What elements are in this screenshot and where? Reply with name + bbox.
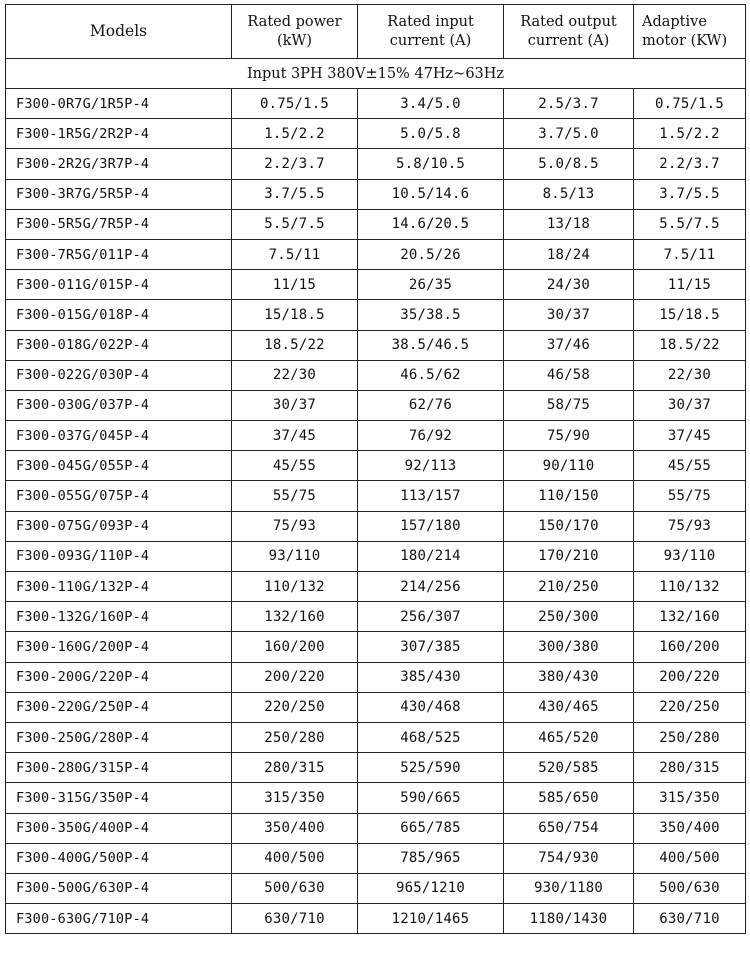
rated-output-cell: 250/300 bbox=[504, 602, 634, 632]
table-row bbox=[6, 541, 746, 571]
rated-input-cell: 20.5/26 bbox=[358, 239, 504, 269]
rated-input-cell: 590/665 bbox=[358, 783, 504, 813]
rated-output-cell: 650/754 bbox=[504, 813, 634, 843]
header-rated-power-line1: Rated power bbox=[247, 13, 342, 30]
header-adaptive-motor bbox=[634, 5, 746, 59]
model-cell: F300-160G/200P-4 bbox=[6, 632, 232, 662]
model-cell: F300-075G/093P-4 bbox=[6, 511, 232, 541]
rated-output-cell: 5.0/8.5 bbox=[504, 149, 634, 179]
model-cell: F300-055G/075P-4 bbox=[6, 481, 232, 511]
header-models: Models bbox=[6, 5, 232, 59]
model-cell: F300-022G/030P-4 bbox=[6, 360, 232, 390]
adaptive-motor-cell: 200/220 bbox=[634, 662, 746, 692]
model-cell: F300-350G/400P-4 bbox=[6, 813, 232, 843]
adaptive-motor-cell: 280/315 bbox=[634, 753, 746, 783]
model-cell: F300-030G/037P-4 bbox=[6, 390, 232, 420]
rated-power-cell: 0.75/1.5 bbox=[232, 89, 358, 119]
adaptive-motor-cell: 55/75 bbox=[634, 481, 746, 511]
adaptive-motor-cell: 132/160 bbox=[634, 602, 746, 632]
rated-input-cell: 5.8/10.5 bbox=[358, 149, 504, 179]
model-cell: F300-3R7G/5R5P-4 bbox=[6, 179, 232, 209]
rated-output-cell: 2.5/3.7 bbox=[504, 89, 634, 119]
header-rated-output-line1: Rated output bbox=[520, 13, 617, 30]
table-row bbox=[6, 662, 746, 692]
rated-power-cell: 200/220 bbox=[232, 662, 358, 692]
rated-input-cell: 180/214 bbox=[358, 541, 504, 571]
table-row bbox=[6, 119, 746, 149]
rated-output-cell: 75/90 bbox=[504, 421, 634, 451]
rated-input-cell: 430/468 bbox=[358, 692, 504, 722]
table-row bbox=[6, 602, 746, 632]
adaptive-motor-cell: 220/250 bbox=[634, 692, 746, 722]
adaptive-motor-cell: 11/15 bbox=[634, 270, 746, 300]
rated-input-cell: 665/785 bbox=[358, 813, 504, 843]
table-row bbox=[6, 813, 746, 843]
adaptive-motor-cell: 5.5/7.5 bbox=[634, 209, 746, 239]
rated-power-cell: 93/110 bbox=[232, 541, 358, 571]
header-rated-input-line1: Rated input bbox=[387, 13, 474, 30]
model-cell: F300-500G/630P-4 bbox=[6, 873, 232, 903]
rated-output-cell: 754/930 bbox=[504, 843, 634, 873]
table-row bbox=[6, 270, 746, 300]
adaptive-motor-cell: 93/110 bbox=[634, 541, 746, 571]
table-row bbox=[6, 179, 746, 209]
table-row bbox=[6, 390, 746, 420]
table-row bbox=[6, 843, 746, 873]
table-row bbox=[6, 239, 746, 269]
rated-input-cell: 46.5/62 bbox=[358, 360, 504, 390]
model-cell: F300-250G/280P-4 bbox=[6, 722, 232, 752]
rated-power-cell: 30/37 bbox=[232, 390, 358, 420]
rated-output-cell: 8.5/13 bbox=[504, 179, 634, 209]
adaptive-motor-cell: 160/200 bbox=[634, 632, 746, 662]
rated-input-cell: 35/38.5 bbox=[358, 300, 504, 330]
adaptive-motor-cell: 75/93 bbox=[634, 511, 746, 541]
table-row bbox=[6, 330, 746, 360]
adaptive-motor-cell: 7.5/11 bbox=[634, 239, 746, 269]
rated-power-cell: 75/93 bbox=[232, 511, 358, 541]
rated-input-cell: 3.4/5.0 bbox=[358, 89, 504, 119]
rated-input-cell: 525/590 bbox=[358, 753, 504, 783]
rated-input-cell: 14.6/20.5 bbox=[358, 209, 504, 239]
adaptive-motor-cell: 15/18.5 bbox=[634, 300, 746, 330]
rated-power-cell: 2.2/3.7 bbox=[232, 149, 358, 179]
table-row bbox=[6, 300, 746, 330]
model-cell: F300-5R5G/7R5P-4 bbox=[6, 209, 232, 239]
rated-input-cell: 62/76 bbox=[358, 390, 504, 420]
table-row bbox=[6, 451, 746, 481]
table-row bbox=[6, 421, 746, 451]
adaptive-motor-cell: 45/55 bbox=[634, 451, 746, 481]
rated-power-cell: 160/200 bbox=[232, 632, 358, 662]
rated-power-cell: 250/280 bbox=[232, 722, 358, 752]
header-adaptive-line1: Adaptive bbox=[642, 13, 707, 30]
table-row bbox=[6, 209, 746, 239]
rated-power-cell: 22/30 bbox=[232, 360, 358, 390]
rated-output-cell: 58/75 bbox=[504, 390, 634, 420]
table-row bbox=[6, 632, 746, 662]
adaptive-motor-cell: 1.5/2.2 bbox=[634, 119, 746, 149]
rated-output-cell: 465/520 bbox=[504, 722, 634, 752]
rated-input-cell: 1210/1465 bbox=[358, 904, 504, 934]
section-row bbox=[6, 59, 746, 89]
model-cell: F300-110G/132P-4 bbox=[6, 572, 232, 602]
model-cell: F300-018G/022P-4 bbox=[6, 330, 232, 360]
rated-power-cell: 1.5/2.2 bbox=[232, 119, 358, 149]
rated-power-cell: 400/500 bbox=[232, 843, 358, 873]
rated-power-cell: 500/630 bbox=[232, 873, 358, 903]
model-cell: F300-011G/015P-4 bbox=[6, 270, 232, 300]
rated-output-cell: 18/24 bbox=[504, 239, 634, 269]
table-row bbox=[6, 572, 746, 602]
rated-power-cell: 18.5/22 bbox=[232, 330, 358, 360]
adaptive-motor-cell: 315/350 bbox=[634, 783, 746, 813]
adaptive-motor-cell: 37/45 bbox=[634, 421, 746, 451]
rated-power-cell: 5.5/7.5 bbox=[232, 209, 358, 239]
model-cell: F300-400G/500P-4 bbox=[6, 843, 232, 873]
section-title: Input 3PH 380V±15% 47Hz~63Hz bbox=[6, 59, 746, 89]
table-row bbox=[6, 722, 746, 752]
model-cell: F300-200G/220P-4 bbox=[6, 662, 232, 692]
adaptive-motor-cell: 110/132 bbox=[634, 572, 746, 602]
header-rated-input-line2: current (A) bbox=[389, 32, 472, 49]
rated-input-cell: 76/92 bbox=[358, 421, 504, 451]
table-row bbox=[6, 904, 746, 934]
rated-input-cell: 256/307 bbox=[358, 602, 504, 632]
adaptive-motor-cell: 630/710 bbox=[634, 904, 746, 934]
header-adaptive-line2: motor (KW) bbox=[642, 32, 728, 49]
rated-output-cell: 110/150 bbox=[504, 481, 634, 511]
rated-output-cell: 210/250 bbox=[504, 572, 634, 602]
rated-input-cell: 965/1210 bbox=[358, 873, 504, 903]
rated-power-cell: 315/350 bbox=[232, 783, 358, 813]
model-cell: F300-132G/160P-4 bbox=[6, 602, 232, 632]
rated-output-cell: 430/465 bbox=[504, 692, 634, 722]
rated-output-cell: 3.7/5.0 bbox=[504, 119, 634, 149]
model-cell: F300-1R5G/2R2P-4 bbox=[6, 119, 232, 149]
rated-output-cell: 46/58 bbox=[504, 360, 634, 390]
header-rated-power bbox=[232, 5, 358, 59]
rated-output-cell: 150/170 bbox=[504, 511, 634, 541]
rated-power-cell: 3.7/5.5 bbox=[232, 179, 358, 209]
model-cell: F300-630G/710P-4 bbox=[6, 904, 232, 934]
rated-input-cell: 38.5/46.5 bbox=[358, 330, 504, 360]
rated-power-cell: 350/400 bbox=[232, 813, 358, 843]
adaptive-motor-cell: 250/280 bbox=[634, 722, 746, 752]
adaptive-motor-cell: 0.75/1.5 bbox=[634, 89, 746, 119]
rated-output-cell: 30/37 bbox=[504, 300, 634, 330]
rated-input-cell: 385/430 bbox=[358, 662, 504, 692]
rated-power-cell: 132/160 bbox=[232, 602, 358, 632]
header-rated-input-current bbox=[358, 5, 504, 59]
model-cell: F300-315G/350P-4 bbox=[6, 783, 232, 813]
model-cell: F300-280G/315P-4 bbox=[6, 753, 232, 783]
adaptive-motor-cell: 22/30 bbox=[634, 360, 746, 390]
rated-power-cell: 15/18.5 bbox=[232, 300, 358, 330]
rated-output-cell: 585/650 bbox=[504, 783, 634, 813]
rated-output-cell: 1180/1430 bbox=[504, 904, 634, 934]
rated-output-cell: 170/210 bbox=[504, 541, 634, 571]
table-row bbox=[6, 783, 746, 813]
rated-input-cell: 307/385 bbox=[358, 632, 504, 662]
model-cell: F300-045G/055P-4 bbox=[6, 451, 232, 481]
rated-output-cell: 90/110 bbox=[504, 451, 634, 481]
rated-power-cell: 630/710 bbox=[232, 904, 358, 934]
model-cell: F300-7R5G/011P-4 bbox=[6, 239, 232, 269]
rated-power-cell: 220/250 bbox=[232, 692, 358, 722]
model-cell: F300-093G/110P-4 bbox=[6, 541, 232, 571]
rated-input-cell: 10.5/14.6 bbox=[358, 179, 504, 209]
table-row bbox=[6, 511, 746, 541]
rated-input-cell: 113/157 bbox=[358, 481, 504, 511]
header-rated-power-line2: (kW) bbox=[276, 32, 312, 49]
table-row bbox=[6, 360, 746, 390]
rated-output-cell: 37/46 bbox=[504, 330, 634, 360]
header-rated-output-current bbox=[504, 5, 634, 59]
rated-power-cell: 110/132 bbox=[232, 572, 358, 602]
adaptive-motor-cell: 400/500 bbox=[634, 843, 746, 873]
header-rated-output-line2: current (A) bbox=[527, 32, 610, 49]
rated-power-cell: 280/315 bbox=[232, 753, 358, 783]
rated-output-cell: 13/18 bbox=[504, 209, 634, 239]
table-row bbox=[6, 481, 746, 511]
adaptive-motor-cell: 30/37 bbox=[634, 390, 746, 420]
table-row bbox=[6, 753, 746, 783]
rated-input-cell: 157/180 bbox=[358, 511, 504, 541]
adaptive-motor-cell: 3.7/5.5 bbox=[634, 179, 746, 209]
table-row bbox=[6, 873, 746, 903]
rated-power-cell: 37/45 bbox=[232, 421, 358, 451]
model-cell: F300-220G/250P-4 bbox=[6, 692, 232, 722]
model-cell: F300-0R7G/1R5P-4 bbox=[6, 89, 232, 119]
rated-input-cell: 468/525 bbox=[358, 722, 504, 752]
model-cell: F300-015G/018P-4 bbox=[6, 300, 232, 330]
rated-input-cell: 26/35 bbox=[358, 270, 504, 300]
rated-output-cell: 380/430 bbox=[504, 662, 634, 692]
rated-output-cell: 930/1180 bbox=[504, 873, 634, 903]
adaptive-motor-cell: 2.2/3.7 bbox=[634, 149, 746, 179]
rated-power-cell: 45/55 bbox=[232, 451, 358, 481]
adaptive-motor-cell: 500/630 bbox=[634, 873, 746, 903]
rated-output-cell: 300/380 bbox=[504, 632, 634, 662]
model-cell: F300-2R2G/3R7P-4 bbox=[6, 149, 232, 179]
model-cell: F300-037G/045P-4 bbox=[6, 421, 232, 451]
rated-power-cell: 11/15 bbox=[232, 270, 358, 300]
rated-power-cell: 55/75 bbox=[232, 481, 358, 511]
table-row bbox=[6, 149, 746, 179]
rated-output-cell: 24/30 bbox=[504, 270, 634, 300]
rated-power-cell: 7.5/11 bbox=[232, 239, 358, 269]
table-row bbox=[6, 89, 746, 119]
rated-input-cell: 214/256 bbox=[358, 572, 504, 602]
table-row bbox=[6, 692, 746, 722]
adaptive-motor-cell: 350/400 bbox=[634, 813, 746, 843]
rated-output-cell: 520/585 bbox=[504, 753, 634, 783]
specifications-table bbox=[5, 4, 746, 934]
adaptive-motor-cell: 18.5/22 bbox=[634, 330, 746, 360]
header-row bbox=[6, 5, 746, 59]
rated-input-cell: 5.0/5.8 bbox=[358, 119, 504, 149]
rated-input-cell: 92/113 bbox=[358, 451, 504, 481]
rated-input-cell: 785/965 bbox=[358, 843, 504, 873]
